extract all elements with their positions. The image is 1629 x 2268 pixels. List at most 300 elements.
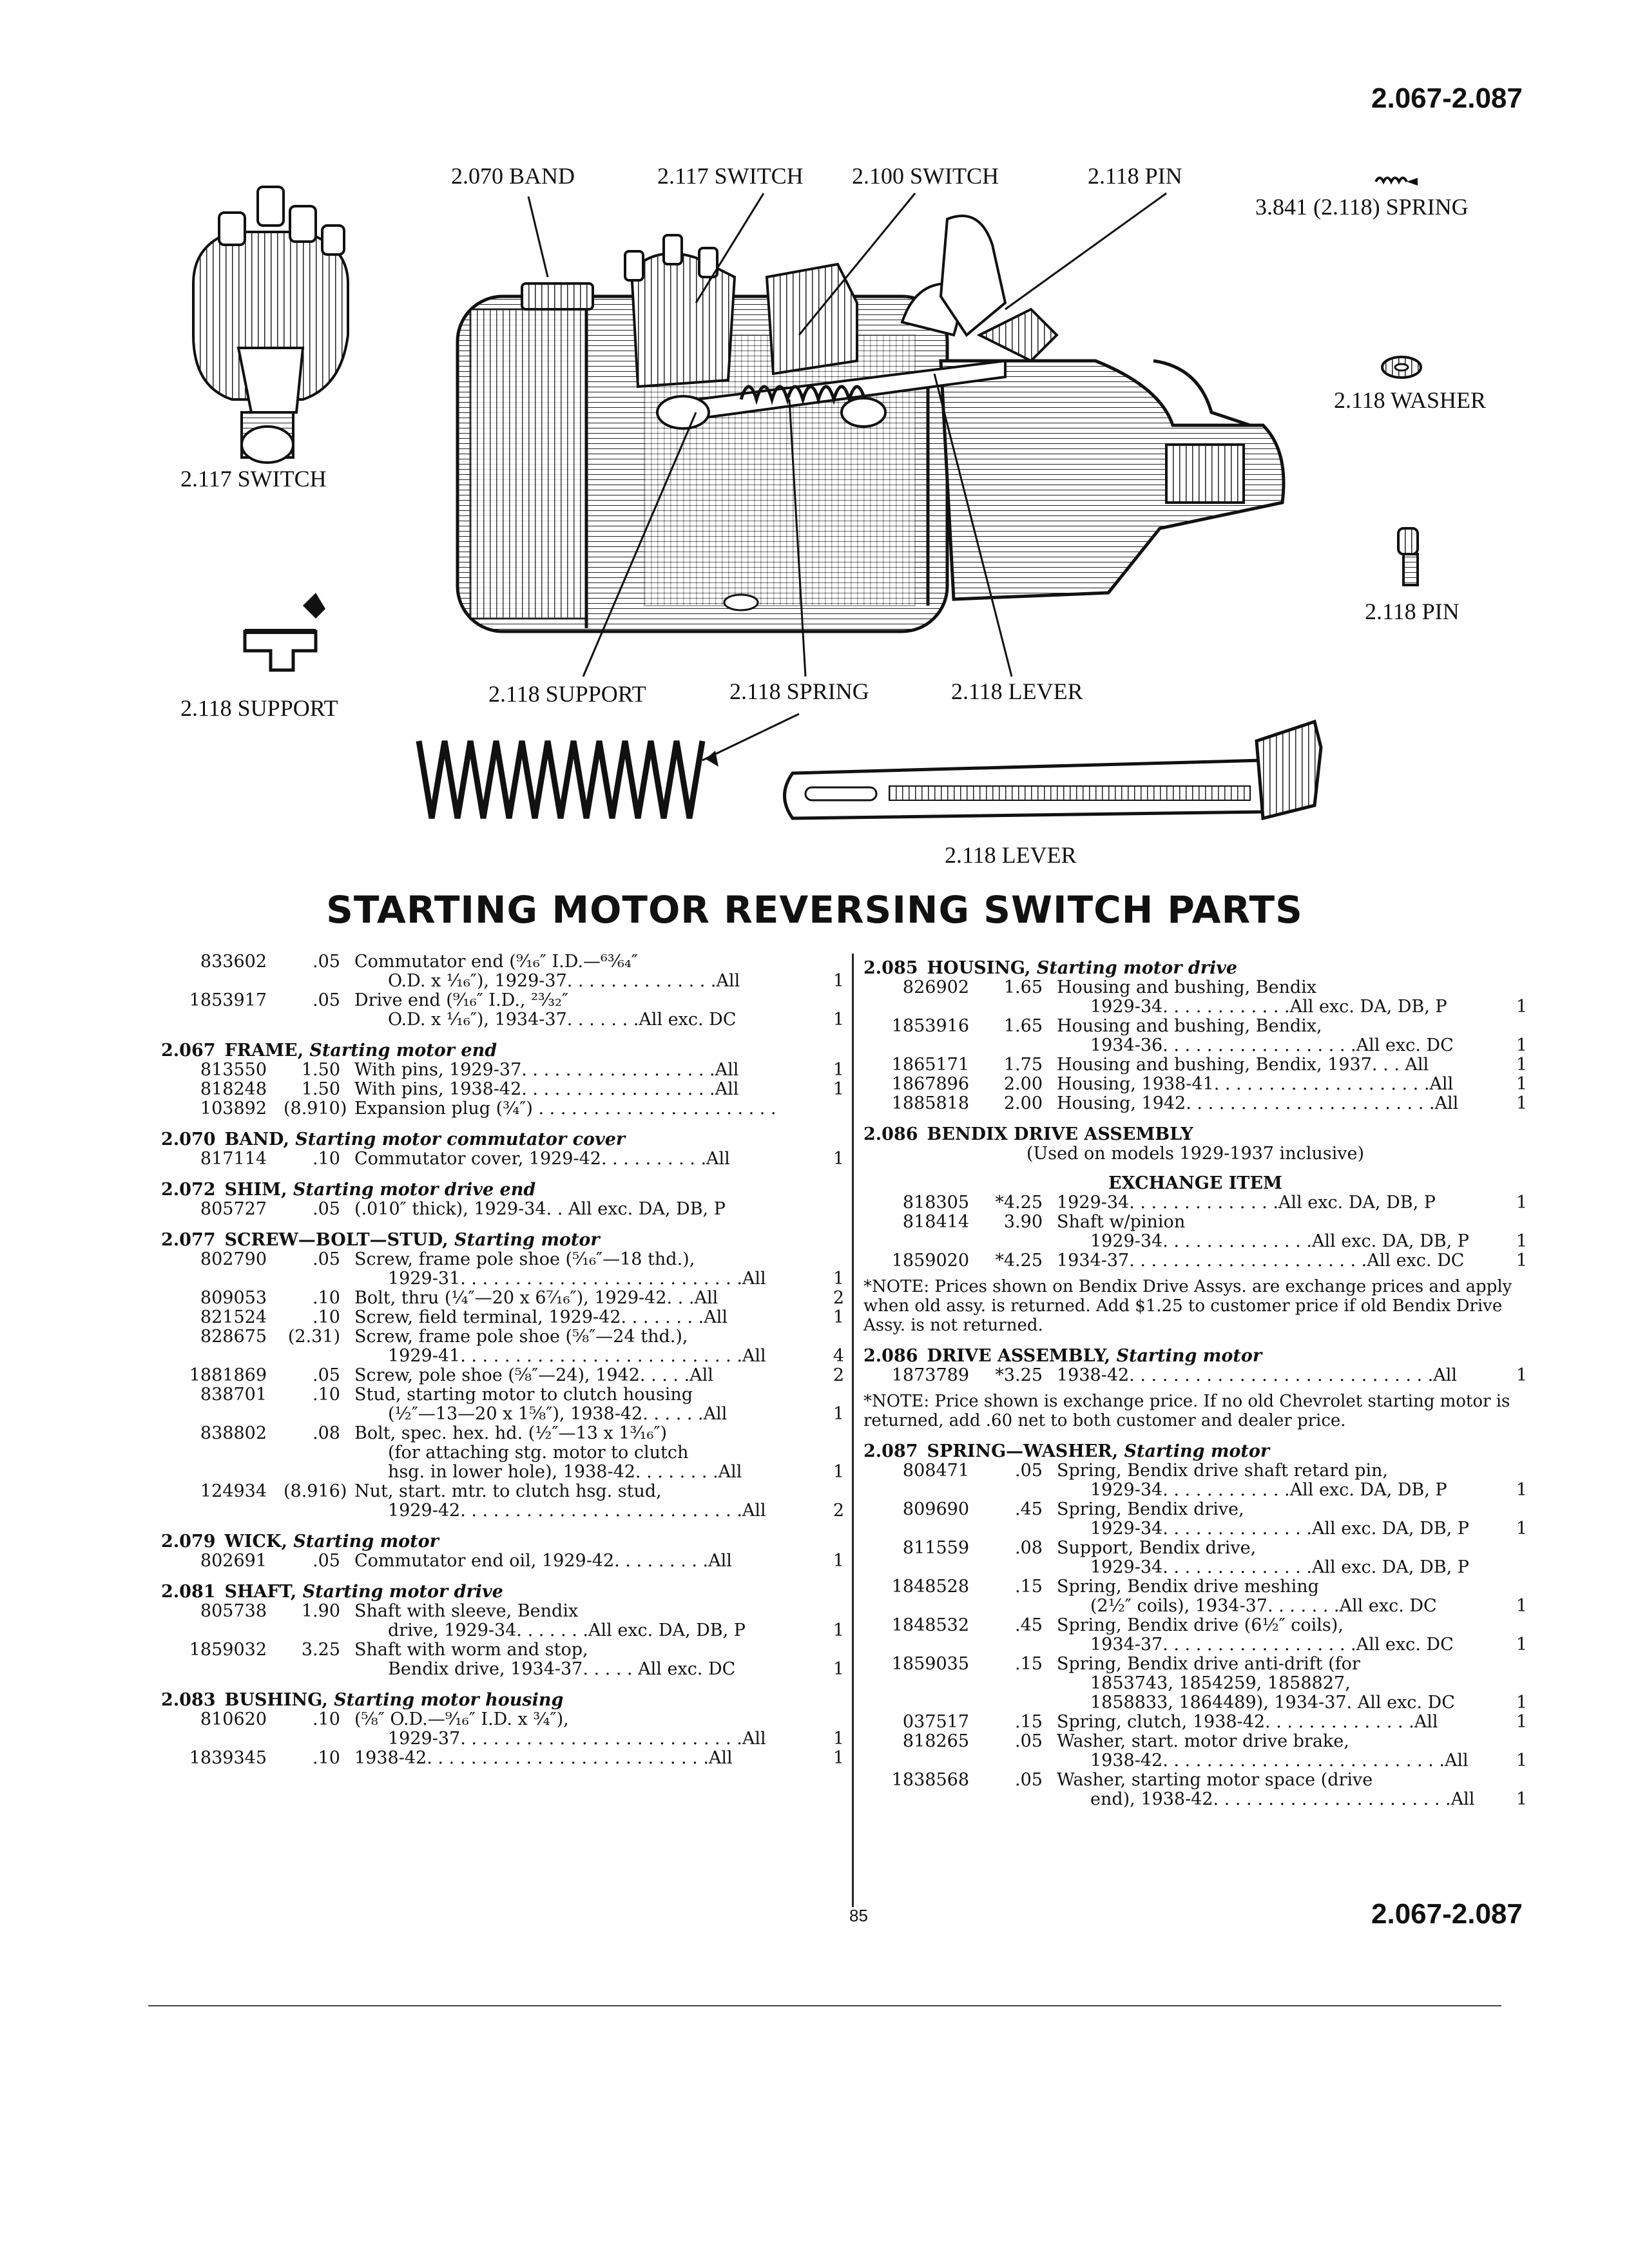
section-number: 2.086 bbox=[863, 1346, 918, 1366]
part-price: .05 bbox=[313, 952, 340, 972]
part-row bbox=[161, 1405, 844, 1424]
part-number: 818248 bbox=[200, 1079, 267, 1099]
part-price: .10 bbox=[313, 1149, 340, 1169]
callout-pin-right: 2.118 PIN bbox=[1365, 599, 1460, 624]
part-description: Expansion plug (¾″) . . . . . . . . . . . . . . . . . . . . . . bbox=[354, 1099, 776, 1119]
part-price: 1.50 bbox=[301, 1060, 340, 1080]
part-number: 810620 bbox=[200, 1709, 267, 1729]
part-description: (⁵⁄₈″ O.D.—⁹⁄₁₆″ I.D. x ¾″), bbox=[354, 1709, 569, 1729]
part-row bbox=[161, 1200, 844, 1219]
part-price: .10 bbox=[313, 1307, 340, 1327]
part-row bbox=[161, 1482, 844, 1501]
section-note: (Used on models 1929-1937 inclusive) bbox=[1027, 1144, 1364, 1164]
part-description: Screw, field terminal, 1929-42. . . . . . . .All bbox=[354, 1307, 728, 1327]
part-quantity: 1 bbox=[1516, 1074, 1527, 1094]
part-description: Spring, Bendix drive meshing bbox=[1057, 1577, 1319, 1597]
part-quantity: 1 bbox=[833, 1079, 844, 1099]
part-number: 1859032 bbox=[189, 1640, 267, 1660]
part-quantity: 1 bbox=[1516, 1035, 1527, 1055]
part-description: 1929-34. . . . . . . . . . . . . .All exc. DA, DB, P bbox=[1090, 1519, 1469, 1539]
part-price: .05 bbox=[313, 1365, 340, 1385]
part-quantity: 1 bbox=[833, 1010, 844, 1030]
part-row bbox=[863, 1036, 1527, 1055]
part-number: 808471 bbox=[902, 1461, 969, 1481]
part-number: 1838568 bbox=[891, 1770, 969, 1790]
lever-drawing bbox=[785, 722, 1322, 818]
part-number: 124934 bbox=[200, 1481, 267, 1501]
part-number: 1867896 bbox=[891, 1074, 969, 1094]
part-row bbox=[863, 1094, 1527, 1113]
part-description: 1938-42. . . . . . . . . . . . . . . . . . . . . . . . . .All bbox=[354, 1748, 733, 1768]
part-row bbox=[161, 1552, 844, 1571]
part-row bbox=[161, 1347, 844, 1366]
part-row bbox=[863, 997, 1527, 1017]
spring-small-drawing bbox=[1376, 178, 1418, 186]
part-description: 1858833, 1864489), 1934-37. All exc. DC bbox=[1090, 1693, 1455, 1713]
part-description: 1938-42. . . . . . . . . . . . . . . . . . . . . . . . . .All bbox=[1090, 1751, 1469, 1771]
part-description: Screw, frame pole shoe (⁵⁄₁₆″—18 thd.), bbox=[354, 1249, 695, 1269]
part-price: .15 bbox=[1015, 1654, 1043, 1674]
part-description: 1929-31. . . . . . . . . . . . . . . . . . . . . . . . . .All bbox=[388, 1269, 766, 1289]
part-row bbox=[161, 1385, 844, 1405]
part-price: .05 bbox=[1015, 1461, 1043, 1481]
part-row bbox=[863, 1213, 1527, 1232]
callout-pin-top: 2.118 PIN bbox=[1088, 163, 1182, 189]
part-quantity: 1 bbox=[833, 1060, 844, 1080]
part-price: 1.65 bbox=[1003, 977, 1043, 997]
part-quantity: 1 bbox=[833, 1729, 844, 1749]
part-row bbox=[863, 1635, 1527, 1655]
part-description: Bolt, thru (¼″—20 x 6⁷⁄₁₆″), 1929-42. . .All bbox=[354, 1288, 718, 1308]
part-description: 1929-34. . . . . . . . . . . . . .All exc. DA, DB, P bbox=[1090, 1231, 1469, 1251]
part-row bbox=[863, 1771, 1527, 1790]
part-number: 826902 bbox=[902, 977, 969, 997]
part-number: 811559 bbox=[902, 1538, 969, 1558]
section-name: SPRING—WASHER, bbox=[927, 1441, 1119, 1461]
part-quantity: 1 bbox=[833, 1620, 844, 1640]
part-description: Bolt, spec. hex. hd. (½″—13 x 1³⁄₁₆″) bbox=[354, 1423, 668, 1443]
section-heading bbox=[161, 1582, 844, 1602]
part-description: 1929-34. . . . . . . . . . . .All exc. DA, DB, P bbox=[1090, 1480, 1447, 1500]
part-price: 3.90 bbox=[1003, 1212, 1043, 1232]
washer-drawing bbox=[1382, 357, 1421, 378]
part-description: Spring, Bendix drive anti-drift (for bbox=[1057, 1654, 1360, 1674]
page-title: STARTING MOTOR REVERSING SWITCH PARTS bbox=[326, 888, 1303, 932]
part-description: Shaft with worm and stop, bbox=[354, 1640, 588, 1660]
part-number: 818265 bbox=[902, 1731, 969, 1751]
part-description: (2½″ coils), 1934-37. . . . . . .All exc. DC bbox=[1090, 1596, 1437, 1616]
part-description: Housing, 1938-41. . . . . . . . . . . . . . . . . . . .All bbox=[1057, 1074, 1454, 1094]
section-number: 2.087 bbox=[863, 1441, 918, 1461]
part-price: .05 bbox=[1015, 1770, 1043, 1790]
part-quantity: 1 bbox=[1516, 1251, 1527, 1271]
section-name: SHIM, bbox=[224, 1180, 287, 1200]
part-row bbox=[863, 1655, 1527, 1674]
part-price: (8.910) bbox=[284, 1099, 347, 1119]
part-row bbox=[863, 1017, 1527, 1036]
part-row bbox=[863, 1558, 1527, 1577]
section-heading bbox=[161, 1231, 844, 1250]
part-description: Spring, Bendix drive, bbox=[1057, 1499, 1244, 1519]
part-price: .10 bbox=[313, 1709, 340, 1729]
section-number: 2.072 bbox=[161, 1180, 216, 1200]
part-description: (½″—13—20 x 1⁵⁄₈″), 1938-42. . . . . .All bbox=[388, 1404, 728, 1424]
part-price: .45 bbox=[1015, 1499, 1043, 1519]
section-heading bbox=[863, 1442, 1527, 1461]
part-price: 1.65 bbox=[1003, 1016, 1043, 1036]
part-row bbox=[161, 1749, 844, 1768]
part-description: 1929-34. . . . . . . . . . . . . .All exc. DA, DB, P bbox=[1090, 1557, 1469, 1577]
part-row bbox=[161, 1308, 844, 1327]
part-row bbox=[161, 1443, 844, 1463]
part-description: Housing and bushing, Bendix, bbox=[1057, 1016, 1322, 1036]
part-number: 809690 bbox=[902, 1499, 969, 1519]
part-row bbox=[161, 1729, 844, 1749]
part-price: (8.916) bbox=[284, 1481, 347, 1501]
part-price: *3.25 bbox=[995, 1365, 1043, 1385]
part-price: *4.25 bbox=[995, 1251, 1043, 1271]
part-description: (.010″ thick), 1929-34. . All exc. DA, DB, P bbox=[354, 1199, 726, 1219]
part-quantity: 1 bbox=[833, 1404, 844, 1424]
part-row bbox=[863, 1732, 1527, 1751]
part-description: Screw, pole shoe (⁵⁄₈″—24), 1942. . . . .All bbox=[354, 1365, 713, 1385]
part-row bbox=[161, 1366, 844, 1385]
part-description: Washer, start. motor drive brake, bbox=[1057, 1731, 1349, 1751]
section-subtitle: Starting motor drive bbox=[302, 1582, 503, 1602]
part-description: Housing and bushing, Bendix, 1937. . . All bbox=[1057, 1055, 1429, 1075]
callout-support-left: 2.118 SUPPORT bbox=[180, 695, 338, 721]
part-description: Housing, 1942. . . . . . . . . . . . . . . . . . . . . . .All bbox=[1057, 1093, 1459, 1113]
part-description: Spring, Bendix drive (6½″ coils), bbox=[1057, 1615, 1344, 1635]
part-description: Shaft w/pinion bbox=[1057, 1212, 1186, 1232]
part-quantity: 1 bbox=[833, 1307, 844, 1327]
part-price: 1.50 bbox=[301, 1079, 340, 1099]
part-quantity: 1 bbox=[1516, 1751, 1527, 1771]
callout-switch-2100: 2.100 SWITCH bbox=[852, 163, 999, 189]
part-price: .05 bbox=[313, 1249, 340, 1269]
parts-column-right bbox=[863, 947, 1527, 1809]
section-number: 2.081 bbox=[161, 1582, 216, 1602]
part-description: 1929-34. . . . . . . . . . . .All exc. DA, DB, P bbox=[1090, 997, 1447, 1017]
part-quantity: 1 bbox=[833, 1269, 844, 1289]
section-number: 2.077 bbox=[161, 1230, 216, 1250]
part-price: .10 bbox=[313, 1748, 340, 1768]
section-name: BUSHING, bbox=[224, 1690, 328, 1710]
part-price: 2.00 bbox=[1003, 1093, 1043, 1113]
section-heading bbox=[863, 959, 1527, 978]
part-row bbox=[161, 1710, 844, 1729]
exchange-item-heading: EXCHANGE ITEM bbox=[1108, 1173, 1282, 1193]
section-heading bbox=[161, 1532, 844, 1552]
part-number: 1873789 bbox=[891, 1365, 969, 1385]
part-row bbox=[863, 1232, 1527, 1251]
part-description: Washer, starting motor space (drive bbox=[1057, 1770, 1373, 1790]
part-quantity: 1 bbox=[1516, 997, 1527, 1017]
part-row bbox=[161, 1099, 844, 1119]
part-row bbox=[863, 1597, 1527, 1616]
part-price: .08 bbox=[1015, 1538, 1043, 1558]
part-number: 1885818 bbox=[891, 1093, 969, 1113]
part-row bbox=[161, 1424, 844, 1443]
part-description: With pins, 1938-42. . . . . . . . . . . . . . . . . .All bbox=[354, 1079, 739, 1099]
part-row bbox=[863, 1674, 1527, 1693]
part-price: .15 bbox=[1015, 1712, 1043, 1732]
part-description: Shaft with sleeve, Bendix bbox=[354, 1601, 579, 1621]
page-number: 85 bbox=[849, 1906, 868, 1925]
part-quantity: 2 bbox=[833, 1288, 844, 1308]
part-description: 1929-41. . . . . . . . . . . . . . . . . . . . . . . . . .All bbox=[388, 1346, 766, 1366]
callout-band: 2.070 BAND bbox=[451, 163, 575, 189]
part-quantity: 1 bbox=[833, 1551, 844, 1571]
part-quantity: 1 bbox=[833, 1659, 844, 1679]
part-row bbox=[863, 1075, 1527, 1094]
part-quantity: 1 bbox=[1516, 1365, 1527, 1385]
part-quantity: 1 bbox=[833, 1462, 844, 1482]
part-row bbox=[863, 1751, 1527, 1771]
part-quantity: 1 bbox=[1516, 1596, 1527, 1616]
part-description: hsg. in lower hole), 1938-42. . . . . . . .All bbox=[388, 1462, 742, 1482]
part-description: Stud, starting motor to clutch housing bbox=[354, 1385, 693, 1405]
part-description: Commutator cover, 1929-42. . . . . . . . . .All bbox=[354, 1149, 730, 1169]
part-price: .05 bbox=[313, 1551, 340, 1571]
part-description: Nut, start. mtr. to clutch hsg. stud, bbox=[354, 1481, 662, 1501]
part-row bbox=[161, 1463, 844, 1482]
section-number: 2.079 bbox=[161, 1532, 216, 1552]
part-number: 809053 bbox=[200, 1288, 267, 1308]
part-number: 037517 bbox=[902, 1712, 969, 1732]
part-description: Housing and bushing, Bendix bbox=[1057, 977, 1317, 997]
section-subtitle: Starting motor bbox=[1124, 1441, 1270, 1461]
callout-lever-mid: 2.118 LEVER bbox=[951, 678, 1083, 704]
part-price: .10 bbox=[313, 1288, 340, 1308]
part-row bbox=[863, 1790, 1527, 1809]
part-row bbox=[161, 1149, 844, 1169]
section-name: BAND, bbox=[224, 1129, 289, 1149]
part-number: 838802 bbox=[200, 1423, 267, 1443]
part-price: 1.90 bbox=[301, 1601, 340, 1621]
part-description: With pins, 1929-37. . . . . . . . . . . . . . . . . .All bbox=[354, 1060, 739, 1080]
callout-spring-3841: 3.841 (2.118) SPRING bbox=[1255, 194, 1469, 220]
part-quantity: 1 bbox=[1516, 1093, 1527, 1113]
part-number: 821524 bbox=[200, 1307, 267, 1327]
part-number: 805738 bbox=[200, 1601, 267, 1621]
part-row bbox=[863, 1693, 1527, 1713]
part-number: 828675 bbox=[200, 1327, 267, 1347]
part-row bbox=[161, 1621, 844, 1640]
part-quantity: 1 bbox=[1516, 1055, 1527, 1075]
part-number: 1859035 bbox=[891, 1654, 969, 1674]
price-note: *NOTE: Prices shown on Bendix Drive Assys. are exchange prices and apply when old assy. is returned. Add $1.25 to customer price if old Bendix Drive Assy. is not returned. bbox=[863, 1277, 1512, 1335]
part-row bbox=[161, 1269, 844, 1289]
part-number: 833602 bbox=[200, 952, 267, 972]
starting-motor-drawing bbox=[458, 216, 1284, 631]
part-number: 838701 bbox=[200, 1385, 267, 1405]
part-price: .08 bbox=[313, 1423, 340, 1443]
part-row bbox=[161, 1640, 844, 1660]
section-range-top: 2.067-2.087 bbox=[1371, 82, 1523, 114]
part-number: 1853917 bbox=[189, 990, 267, 1010]
part-description: 1934-36. . . . . . . . . . . . . . . . . .All exc. DC bbox=[1090, 1035, 1454, 1055]
part-row bbox=[161, 1602, 844, 1621]
section-heading bbox=[161, 1180, 844, 1200]
part-number: 1848532 bbox=[891, 1615, 969, 1635]
part-row bbox=[161, 1250, 844, 1269]
section-heading bbox=[863, 1125, 1527, 1144]
part-row bbox=[161, 991, 844, 1010]
part-row bbox=[863, 1481, 1527, 1500]
part-quantity: 1 bbox=[833, 1748, 844, 1768]
switch-left-drawing bbox=[193, 187, 348, 463]
callout-switch-2117: 2.117 SWITCH bbox=[657, 163, 804, 189]
support-left-drawing bbox=[245, 593, 325, 670]
part-description: drive, 1929-34. . . . . . .All exc. DA, DB, P bbox=[388, 1620, 746, 1640]
part-row bbox=[863, 1500, 1527, 1519]
part-number: 805727 bbox=[200, 1199, 267, 1219]
section-name: WICK, bbox=[224, 1532, 287, 1552]
part-price: 2.00 bbox=[1003, 1074, 1043, 1094]
part-description: Commutator end oil, 1929-42. . . . . . . . .All bbox=[354, 1551, 732, 1571]
part-row bbox=[863, 1519, 1527, 1539]
part-description: O.D. x ¹⁄₁₆″), 1934-37. . . . . . .All exc. DC bbox=[388, 1010, 737, 1030]
column-divider bbox=[852, 954, 854, 1907]
part-description: 1853743, 1854259, 1858827, bbox=[1090, 1673, 1351, 1693]
part-row bbox=[161, 1327, 844, 1347]
section-heading bbox=[161, 1041, 844, 1061]
spring-large-drawing bbox=[419, 741, 718, 818]
part-number: 813550 bbox=[200, 1060, 267, 1080]
part-quantity: 1 bbox=[833, 971, 844, 991]
section-name: HOUSING, bbox=[927, 958, 1031, 978]
part-price: (2.31) bbox=[287, 1327, 340, 1347]
section-name: SHAFT, bbox=[224, 1582, 297, 1602]
part-description: Screw, frame pole shoe (⁵⁄₈″—24 thd.), bbox=[354, 1327, 688, 1347]
section-subtitle: Starting motor drive bbox=[1036, 958, 1238, 978]
parts-illustration bbox=[0, 0, 1629, 876]
part-price: 1.75 bbox=[1003, 1055, 1043, 1075]
part-description: Spring, Bendix drive shaft retard pin, bbox=[1057, 1461, 1389, 1481]
part-row bbox=[863, 1193, 1527, 1213]
part-price: 3.25 bbox=[301, 1640, 340, 1660]
part-description: O.D. x ¹⁄₁₆″), 1929-37. . . . . . . . . . . . . .All bbox=[388, 971, 740, 991]
part-description: 1929-37. . . . . . . . . . . . . . . . . . . . . . . . . .All bbox=[388, 1729, 766, 1749]
part-price: .45 bbox=[1015, 1615, 1043, 1635]
part-quantity: 1 bbox=[833, 1149, 844, 1169]
part-description: (for attaching stg. motor to clutch bbox=[388, 1443, 689, 1463]
section-subtitle: Starting motor commutator cover bbox=[295, 1129, 626, 1149]
part-description: Support, Bendix drive, bbox=[1057, 1538, 1257, 1558]
part-quantity: 1 bbox=[1516, 1519, 1527, 1539]
part-quantity: 4 bbox=[833, 1346, 844, 1366]
part-number: 1839345 bbox=[189, 1748, 267, 1768]
part-row bbox=[161, 1061, 844, 1080]
part-description: end), 1938-42. . . . . . . . . . . . . . . . . . . . . .All bbox=[1090, 1789, 1475, 1809]
part-quantity: 1 bbox=[1516, 1635, 1527, 1655]
part-quantity: 1 bbox=[1516, 1693, 1527, 1713]
part-row bbox=[863, 1616, 1527, 1635]
part-number: 818414 bbox=[902, 1212, 969, 1232]
section-number: 2.085 bbox=[863, 958, 918, 978]
section-name: SCREW—BOLT—STUD, bbox=[224, 1230, 448, 1250]
section-subtitle: Starting motor bbox=[454, 1230, 600, 1250]
part-description: Bendix drive, 1934-37. . . . . All exc. DC bbox=[388, 1659, 736, 1679]
part-row bbox=[161, 972, 844, 991]
footer-rule bbox=[148, 2005, 1501, 2006]
part-description: 1929-42. . . . . . . . . . . . . . . . . . . . . . . . . .All bbox=[388, 1501, 766, 1521]
pin-drawing bbox=[1398, 528, 1418, 585]
section-heading bbox=[161, 1130, 844, 1149]
callout-lever-bottom: 2.118 LEVER bbox=[945, 842, 1077, 868]
part-quantity: 2 bbox=[833, 1365, 844, 1385]
part-row bbox=[863, 1055, 1527, 1075]
part-description: 1938-42. . . . . . . . . . . . . . . . . . . . . . . . . . . .All bbox=[1057, 1365, 1457, 1385]
part-row bbox=[161, 1289, 844, 1308]
callout-washer: 2.118 WASHER bbox=[1334, 387, 1487, 413]
callout-switch-left: 2.117 SWITCH bbox=[180, 466, 327, 492]
part-number: 818305 bbox=[902, 1193, 969, 1213]
part-number: 1865171 bbox=[891, 1055, 969, 1075]
part-number: 802691 bbox=[200, 1551, 267, 1571]
part-quantity: 1 bbox=[1516, 1480, 1527, 1500]
part-number: 103892 bbox=[200, 1099, 267, 1119]
part-quantity: 2 bbox=[833, 1501, 844, 1521]
callout-support-mid: 2.118 SUPPORT bbox=[488, 681, 646, 707]
part-row bbox=[863, 1577, 1527, 1597]
part-row bbox=[161, 1080, 844, 1099]
part-description: Commutator end (⁹⁄₁₆″ I.D.—⁶³⁄₆₄″ bbox=[354, 952, 638, 972]
section-name: FRAME, bbox=[224, 1041, 304, 1061]
part-number: 1853916 bbox=[891, 1016, 969, 1036]
section-number: 2.067 bbox=[161, 1041, 216, 1061]
part-row bbox=[863, 1713, 1527, 1732]
part-number: 1859020 bbox=[891, 1251, 969, 1271]
section-heading bbox=[863, 1347, 1527, 1366]
part-price: .05 bbox=[313, 1199, 340, 1219]
part-description: Drive end (⁹⁄₁₆″ I.D., ²³⁄₃₂″ bbox=[354, 990, 568, 1010]
part-row bbox=[863, 1539, 1527, 1558]
section-subtitle: Starting motor bbox=[1116, 1346, 1262, 1366]
part-row bbox=[863, 978, 1527, 997]
part-quantity: 1 bbox=[1516, 1712, 1527, 1732]
part-price: .05 bbox=[313, 990, 340, 1010]
part-price: .10 bbox=[313, 1385, 340, 1405]
section-name: DRIVE ASSEMBLY, bbox=[927, 1346, 1111, 1366]
part-price: *4.25 bbox=[995, 1193, 1043, 1213]
part-row bbox=[863, 1461, 1527, 1481]
part-number: 817114 bbox=[200, 1149, 267, 1169]
part-number: 1848528 bbox=[891, 1577, 969, 1597]
part-number: 802790 bbox=[200, 1249, 267, 1269]
section-name: BENDIX DRIVE ASSEMBLY bbox=[927, 1124, 1193, 1144]
part-quantity: 1 bbox=[1516, 1193, 1527, 1213]
callout-spring-mid: 2.118 SPRING bbox=[729, 678, 869, 704]
part-row bbox=[863, 1366, 1527, 1385]
part-row bbox=[161, 1660, 844, 1679]
part-row bbox=[161, 1010, 844, 1030]
section-number: 2.086 bbox=[863, 1124, 918, 1144]
part-price: .15 bbox=[1015, 1577, 1043, 1597]
price-note: *NOTE: Price shown is exchange price. If no old Chevrolet starting motor is returned, add .60 net to both customer and dealer price. bbox=[863, 1392, 1510, 1430]
section-subtitle: Starting motor housing bbox=[334, 1690, 564, 1710]
section-number: 2.083 bbox=[161, 1690, 216, 1710]
part-quantity: 1 bbox=[1516, 1789, 1527, 1809]
part-description: Spring, clutch, 1938-42. . . . . . . . . . . . . .All bbox=[1057, 1712, 1438, 1732]
part-row bbox=[863, 1251, 1527, 1271]
part-description: 1934-37. . . . . . . . . . . . . . . . . .All exc. DC bbox=[1090, 1635, 1454, 1655]
part-row bbox=[161, 1501, 844, 1521]
section-subtitle: Starting motor drive end bbox=[293, 1180, 536, 1200]
section-subtitle: Starting motor bbox=[293, 1532, 439, 1552]
section-heading bbox=[161, 1691, 844, 1710]
